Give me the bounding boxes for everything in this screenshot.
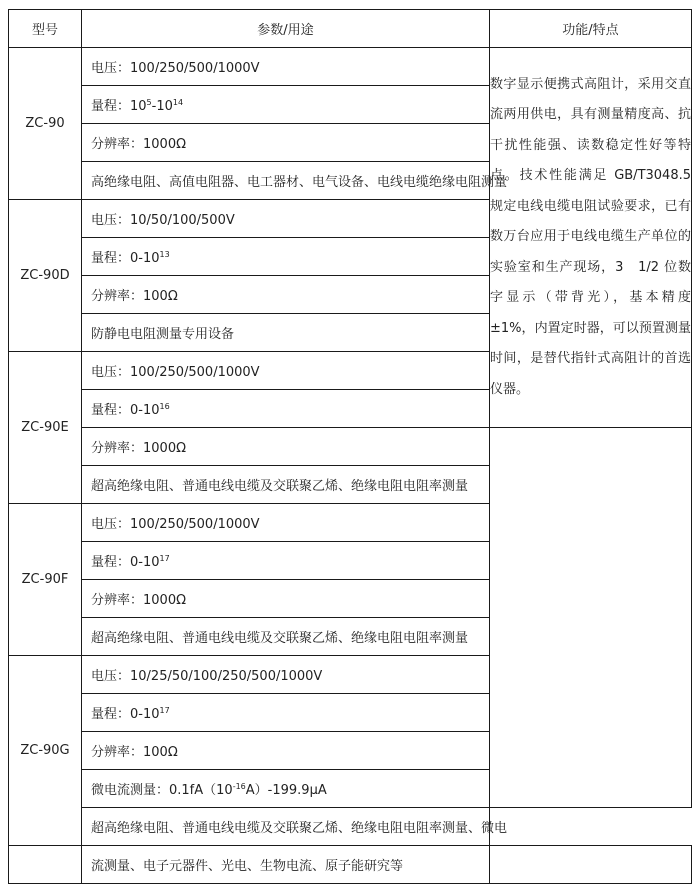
resolution-cell: 分辨率：1000Ω (82, 428, 490, 466)
usage-cell: 超高绝缘电阻、普通电线电缆及交联聚乙烯、绝缘电阻电阻率测量 (82, 618, 490, 656)
usage-cell: 超高绝缘电阻、普通电线电缆及交联聚乙烯、绝缘电阻电阻率测量 (82, 466, 490, 504)
range-cell: 量程：$0-10^{13}$ (82, 238, 490, 276)
model-cell-empty (9, 846, 82, 884)
model-cell: ZC-90G (9, 656, 82, 846)
model-cell: ZC-90 (9, 48, 82, 200)
micro-current-cell: 微电流测量：$0.1fA(10^{-16}A)-199.9\mu A$ (82, 770, 490, 808)
range-cell: 量程：$0-10^{16}$ (82, 390, 490, 428)
table-row (9, 428, 692, 466)
model-cell: ZC-90E (9, 352, 82, 504)
table-row (9, 846, 692, 884)
resolution-cell: 分辨率：100Ω (82, 276, 490, 314)
usage-cell: 防静电电阻测量专用设备 (82, 314, 490, 352)
range-cell: 量程：$0-10^{17}$ (82, 542, 490, 580)
table-row (9, 808, 692, 846)
spec-table (8, 9, 692, 884)
model-cell: ZC-90F (9, 504, 82, 656)
voltage-cell: 电压：10/50/100/500V (82, 200, 490, 238)
features-cell-empty (490, 846, 692, 884)
usage-cell: 高绝缘电阻、高值电阻器、电工器材、电气设备、电线电缆绝缘电阻测量 (82, 162, 490, 200)
range-cell: 量程：$0-10^{17}$ (82, 694, 490, 732)
model-cell: ZC-90D (9, 200, 82, 352)
resolution-cell: 分辨率：100Ω (82, 732, 490, 770)
header-row (9, 10, 692, 48)
voltage-cell: 电压：100/250/500/1000V (82, 352, 490, 390)
usage-cell-continued: 流测量、电子元器件、光电、生物电流、原子能研究等 (82, 846, 490, 884)
header-features: 功能/特点 (490, 10, 692, 48)
table-row (9, 48, 692, 86)
features-cell: 数字显示便携式高阻计，采用交直流两用供电，具有测量精度高、抗干扰性能强、读数稳定性好等特点。技术性能满足 GB/T3048.5 规定电线电缆电阻试验要求，已有数万台应用于电线电缆生产单位的实验室和生产现场，3 1/2 位数字显示（带背光），基本精度±1%，内置定时器，可以预置测量时间，是替代指针式高阻计的首选仪器。 (490, 48, 692, 428)
voltage-cell: 电压：100/250/500/1000V (82, 504, 490, 542)
usage-cell: 超高绝缘电阻、普通电线电缆及交联聚乙烯、绝缘电阻电阻率测量、微电 (82, 808, 490, 846)
header-model: 型号 (9, 10, 82, 48)
range-cell: 量程：$10^5-10^{14}$ (82, 86, 490, 124)
resolution-cell: 分辨率：1000Ω (82, 124, 490, 162)
voltage-cell: 电压：10/25/50/100/250/500/1000V (82, 656, 490, 694)
resolution-cell: 分辨率：1000Ω (82, 580, 490, 618)
header-params: 参数/用途 (82, 10, 490, 48)
voltage-cell: 电压：100/250/500/1000V (82, 48, 490, 86)
features-cell-blank (490, 428, 692, 808)
